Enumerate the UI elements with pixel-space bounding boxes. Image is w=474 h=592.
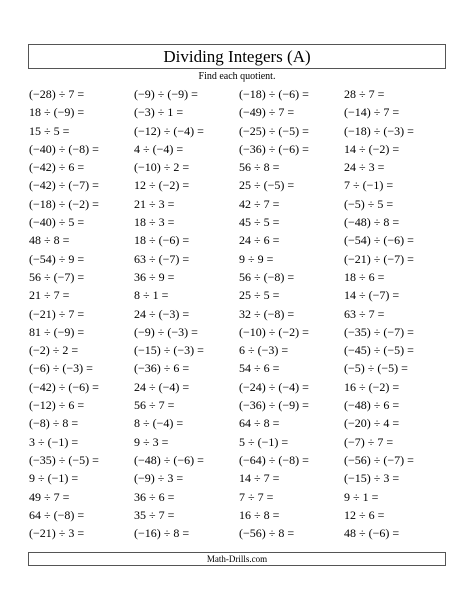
problem-item: (−2) ÷ 2 = [29,343,79,358]
problem-item: (−49) ÷ 7 = [239,105,295,120]
problem-item: 7 ÷ (−1) = [344,178,394,193]
problem-item: 4 ÷ (−4) = [134,141,184,156]
problem-item: 24 ÷ (−3) = [134,306,190,321]
problem-item: 42 ÷ 7 = [239,196,280,211]
problem-item: (−14) ÷ 7 = [344,105,400,120]
problem-item: 81 ÷ (−9) = [29,324,85,339]
problem-item: (−8) ÷ 8 = [29,416,79,431]
problem-item: 64 ÷ (−8) = [29,507,85,522]
problem-item: (−40) ÷ 5 = [29,215,85,230]
problem-item: (−48) ÷ (−6) = [134,452,204,467]
problem-item: 8 ÷ 1 = [134,288,169,303]
problem-item: 25 ÷ 5 = [239,288,280,303]
problem-item: (−12) ÷ 6 = [29,398,85,413]
problem-item: 54 ÷ 6 = [239,361,280,376]
problem-item: 21 ÷ 3 = [134,196,175,211]
problem-item: 6 ÷ (−3) = [239,343,289,358]
title-box [28,44,446,69]
problem-item: (−24) ÷ (−4) = [239,379,309,394]
problem-item: (−15) ÷ 3 = [344,471,400,486]
problem-item: 45 ÷ 5 = [239,215,280,230]
problem-item: 25 ÷ (−5) = [239,178,295,193]
problem-item: 3 ÷ (−1) = [29,434,79,449]
problem-item: (−16) ÷ 8 = [134,526,190,541]
problem-item: 36 ÷ 9 = [134,269,175,284]
problem-item: 56 ÷ (−7) = [29,269,85,284]
problem-item: (−54) ÷ (−6) = [344,233,414,248]
problem-item: (−12) ÷ (−4) = [134,123,204,138]
problem-item: 9 ÷ 1 = [344,489,379,504]
problem-item: (−10) ÷ (−2) = [239,324,309,339]
problem-item: 15 ÷ 5 = [29,123,70,138]
problem-item: 56 ÷ 7 = [134,398,175,413]
problem-item: (−6) ÷ (−3) = [29,361,93,376]
problem-item: (−20) ÷ 4 = [344,416,400,431]
problem-item: (−56) ÷ 8 = [239,526,295,541]
problem-item: 9 ÷ 9 = [239,251,274,266]
problem-item: (−36) ÷ (−6) = [239,141,309,156]
problem-item: 48 ÷ 8 = [29,233,70,248]
problem-item: (−18) ÷ (−3) = [344,123,414,138]
problem-item: (−9) ÷ (−3) = [134,324,198,339]
problem-item: 36 ÷ 6 = [134,489,175,504]
problem-item: 32 ÷ (−8) = [239,306,295,321]
problem-item: (−35) ÷ (−5) = [29,452,99,467]
problem-item: (−42) ÷ (−6) = [29,379,99,394]
problem-item: 18 ÷ 6 = [344,269,385,284]
problem-item: (−21) ÷ (−7) = [344,251,414,266]
worksheet-title: Dividing Integers (A) [163,47,311,66]
problem-item: 9 ÷ (−1) = [29,471,79,486]
problem-item: 14 ÷ (−7) = [344,288,400,303]
problem-item: 35 ÷ 7 = [134,507,175,522]
problem-item: 24 ÷ 6 = [239,233,280,248]
problem-item: (−7) ÷ 7 = [344,434,394,449]
problem-item: 49 ÷ 7 = [29,489,70,504]
problem-item: 12 ÷ (−2) = [134,178,190,193]
problem-item: (−9) ÷ (−9) = [134,87,198,101]
problem-item: (−10) ÷ 2 = [134,160,190,175]
problem-item: 14 ÷ (−2) = [344,141,400,156]
instructions: Find each quotient. [198,71,276,82]
problem-item: (−15) ÷ (−3) = [134,343,204,358]
problem-item: 18 ÷ 3 = [134,215,175,230]
problem-item: (−3) ÷ 1 = [134,105,184,120]
problem-item: 48 ÷ (−6) = [344,526,400,541]
problem-item: 56 ÷ (−8) = [239,269,295,284]
problem-item: 64 ÷ 8 = [239,416,280,431]
problem-item: (−64) ÷ (−8) = [239,452,309,467]
problem-item: (−35) ÷ (−7) = [344,324,414,339]
problem-item: (−54) ÷ 9 = [29,251,85,266]
footer-box [28,552,446,566]
problem-item: 56 ÷ 8 = [239,160,280,175]
problem-item: (−5) ÷ 5 = [344,196,394,211]
problem-item: (−42) ÷ (−7) = [29,178,99,193]
problem-item: 16 ÷ 8 = [239,507,280,522]
problem-item: (−36) ÷ 6 = [134,361,190,376]
problem-item: 5 ÷ (−1) = [239,434,289,449]
problem-item: (−5) ÷ (−5) = [344,361,408,376]
problem-item: (−28) ÷ 7 = [29,87,85,101]
problem-item: 8 ÷ (−4) = [134,416,184,431]
problem-item: 18 ÷ (−6) = [134,233,190,248]
problem-item: 24 ÷ 3 = [344,160,385,175]
problem-item: 21 ÷ 7 = [29,288,70,303]
problem-grid [29,85,449,542]
problem-item: 18 ÷ (−9) = [29,105,85,120]
problem-item: (−45) ÷ (−5) = [344,343,414,358]
problem-item: (−40) ÷ (−8) = [29,141,99,156]
problem-item: (−18) ÷ (−6) = [239,87,309,101]
problem-item: 12 ÷ 6 = [344,507,385,522]
problem-item: (−21) ÷ 7 = [29,306,85,321]
problem-item: 9 ÷ 3 = [134,434,169,449]
problem-item: 24 ÷ (−4) = [134,379,190,394]
problem-item: (−48) ÷ 8 = [344,215,400,230]
problem-item: (−21) ÷ 3 = [29,526,85,541]
problem-item: (−56) ÷ (−7) = [344,452,414,467]
footer-text: Math-Drills.com [206,554,268,564]
problem-item: (−25) ÷ (−5) = [239,123,309,138]
problem-item: 7 ÷ 7 = [239,489,274,504]
problem-item: 14 ÷ 7 = [239,471,280,486]
problem-item: (−48) ÷ 6 = [344,398,400,413]
problem-item: 28 ÷ 7 = [344,87,385,101]
problem-item: 63 ÷ (−7) = [134,251,190,266]
problem-item: 63 ÷ 7 = [344,306,385,321]
problem-item: (−18) ÷ (−2) = [29,196,99,211]
problem-item: (−36) ÷ (−9) = [239,398,309,413]
problem-item: 16 ÷ (−2) = [344,379,400,394]
problem-item: (−9) ÷ 3 = [134,471,184,486]
problem-item: (−42) ÷ 6 = [29,160,85,175]
